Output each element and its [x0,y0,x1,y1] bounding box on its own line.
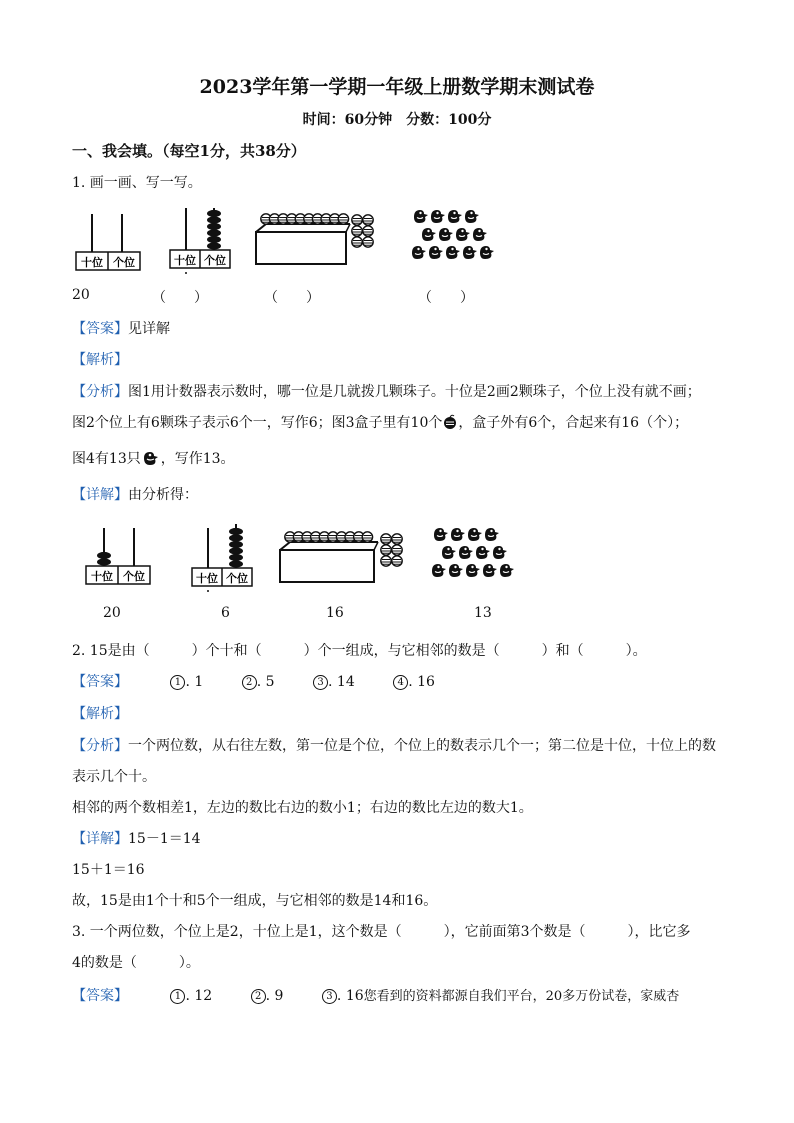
answer-number: 1 [170,675,185,690]
apple [381,545,391,555]
bead [207,210,221,217]
apple [363,237,373,247]
duck [480,246,494,259]
fenxi-text: ，写作13。 [160,451,235,467]
q2-fenxi-line1 [72,735,716,755]
fenxi-text: 图1用计数器表示数时，哪一位是几就拨几颗珠子。十位是2画2颗珠子，个位上没有就不画； [128,384,701,400]
bead [229,547,243,554]
tens-label: 十位 [91,570,113,583]
apple [352,237,362,247]
apple [381,534,391,544]
answer-tag: 【答案】 [72,321,128,337]
answer-number: 3 [322,989,337,1004]
q1-xiangjie [72,484,198,504]
duck [459,546,473,559]
duck [431,210,445,223]
q1-fenxi-line1 [72,381,701,401]
exam-info: 时间：60分钟 分数：100分 [302,112,492,128]
answer-value: 14 [336,674,355,690]
detail-text: 15－1＝14 [128,831,201,847]
bead [229,560,243,567]
tens-label: 十位 [174,254,196,267]
q1-blank-3: （ ） [264,290,320,306]
abacus-solution-2 [192,524,252,592]
q2-line6: 故，15是由1个十和5个一组成，与它相邻的数是14和16。 [72,893,438,909]
apple-box-figure [256,214,373,264]
answer-value: 9 [274,988,284,1004]
q1-result-3: 16 [326,605,344,621]
detail-text: 由分析得： [128,487,198,503]
duck [456,228,470,241]
answer-value: 16 [345,988,364,1004]
bead [207,242,221,249]
apple [352,226,362,236]
duck [493,546,507,559]
answer-text: 见详解 [128,321,170,337]
apple [363,226,373,236]
duck [448,210,462,223]
ones-label: 个位 [226,572,248,585]
abacus-solution-1 [86,528,150,584]
bead [207,236,221,243]
duck [432,564,446,577]
bead [207,229,221,236]
duck [449,564,463,577]
duck [473,228,487,241]
q2-stem: 2. 15是由（ ）个十和（ ）个一组成，与它相邻的数是（ ）和（ ）。 [72,643,647,659]
q1-blank-4: （ ） [418,290,474,306]
apple [392,534,402,544]
q1-result-2: 6 [221,605,230,621]
q1-blank-2: （ ） [152,290,208,306]
q1-figures [70,200,510,275]
duck-icon [141,449,161,467]
duck [451,528,465,541]
apple [381,556,391,566]
bead [229,528,243,535]
q1-blank-1: 20 [72,287,90,303]
page-title: 2023学年第一学期一年级上册数学期末测试卷 [199,76,595,98]
duck [466,564,480,577]
fenxi-text: 图4有13只 [72,451,141,467]
q1-solution-figures [80,520,540,595]
q3-line2: 4的数是（ ）。 [72,955,200,971]
q1-result-4: 13 [474,605,492,621]
q2-line5: 15＋1＝16 [72,862,145,878]
answer-tag: 【答案】 [72,988,128,1004]
q1-answer [72,318,170,338]
duck [465,210,479,223]
bead [229,534,243,541]
analysis-tag: 【解析】 [72,352,128,368]
bead [97,552,111,559]
fenxi-text: ，盒子外有6个，合起来有16（个）； [458,415,689,431]
ones-label: 个位 [123,570,145,583]
duck [468,528,482,541]
duck [414,210,428,223]
duck [439,228,453,241]
tens-label: 十位 [81,256,103,269]
q2-line3: 相邻的两个数相差1，左边的数比右边的数小1；右边的数比左边的数大1。 [72,800,533,816]
duck [463,246,477,259]
tens-label: 十位 [196,572,218,585]
apple [338,214,348,224]
fenxi-text: 一个两位数，从右往左数，第一位是个位，个位上的数表示几个一；第二位是十位，十位上的数 [128,738,716,754]
answer-number: 1 [170,989,185,1004]
duck [500,564,514,577]
bead [229,554,243,561]
q2-fenxi-line2: 表示几个十。 [72,769,156,785]
duck [412,246,426,259]
q3-line1: 3. 一个两位数，个位上是2，十位上是1，这个数是（ ），它前面第3个数是（ ），比它多 [72,924,691,940]
bead [207,223,221,230]
answer-tag: 【答案】 [72,674,128,690]
duck [476,546,490,559]
duck [429,246,443,259]
duck [442,546,456,559]
apple [352,215,362,225]
fenxi-tag: 【分析】 [72,738,128,754]
q2-xiangjie [72,828,201,848]
apple [362,532,372,542]
abacus-figure-2 [170,208,230,274]
detail-tag: 【详解】 [72,831,128,847]
duck [485,528,499,541]
apple [392,545,402,555]
duck [422,228,436,241]
q1-jiexi [72,349,128,369]
q2-answer: 【答案】 1 . 1 2 . 5 3 . 14 4 . 16 [72,674,435,690]
answer-number: 2 [251,989,266,1004]
apple-icon [442,414,458,430]
tens-beads [97,552,111,566]
duck-group-solution [432,528,514,577]
bead [229,541,243,548]
answer-value: 12 [194,988,213,1004]
answer-number: 3 [313,675,328,690]
section-heading: 一、我会填。（每空1分，共38分） [72,142,306,160]
analysis-tag: 【解析】 [72,706,128,722]
q1-fenxi-line3 [72,448,235,468]
q1-stem: 1. 画一画、写一写。 [72,175,202,191]
bead [97,558,111,565]
detail-tag: 【详解】 [72,487,128,503]
ones-beads [207,210,221,250]
bead [207,216,221,223]
fenxi-text: 图2个位上有6颗珠子表示6个一，写作6；图3盒子里有10个 [72,415,443,431]
duck [434,528,448,541]
apple-box-solution [280,532,402,582]
answer-value: 5 [265,674,275,690]
abacus-figure-1 [76,214,140,270]
ones-label: 个位 [113,256,135,269]
q2-jiexi [72,703,128,723]
apple [363,215,373,225]
answer-number: 2 [242,675,257,690]
duck-group-figure [412,210,494,259]
q3-answer: 【答案】 1 . 12 2 . 9 3 . 16您看到的资料都源自我们平台，20多万份试卷，家威杏 [72,988,680,1004]
q1-fenxi-line2 [72,412,688,432]
ones-beads [229,528,243,568]
answer-number: 4 [393,675,408,690]
watermark-text: 您看到的资料都源自我们平台，20多万份试卷，家威杏 [363,989,680,1004]
fenxi-tag: 【分析】 [72,384,128,400]
q1-result-1: 20 [103,605,121,621]
ones-label: 个位 [204,254,226,267]
duck [446,246,460,259]
answer-value: 1 [194,674,204,690]
answer-value: 16 [417,674,435,690]
apple [392,556,402,566]
duck [483,564,497,577]
